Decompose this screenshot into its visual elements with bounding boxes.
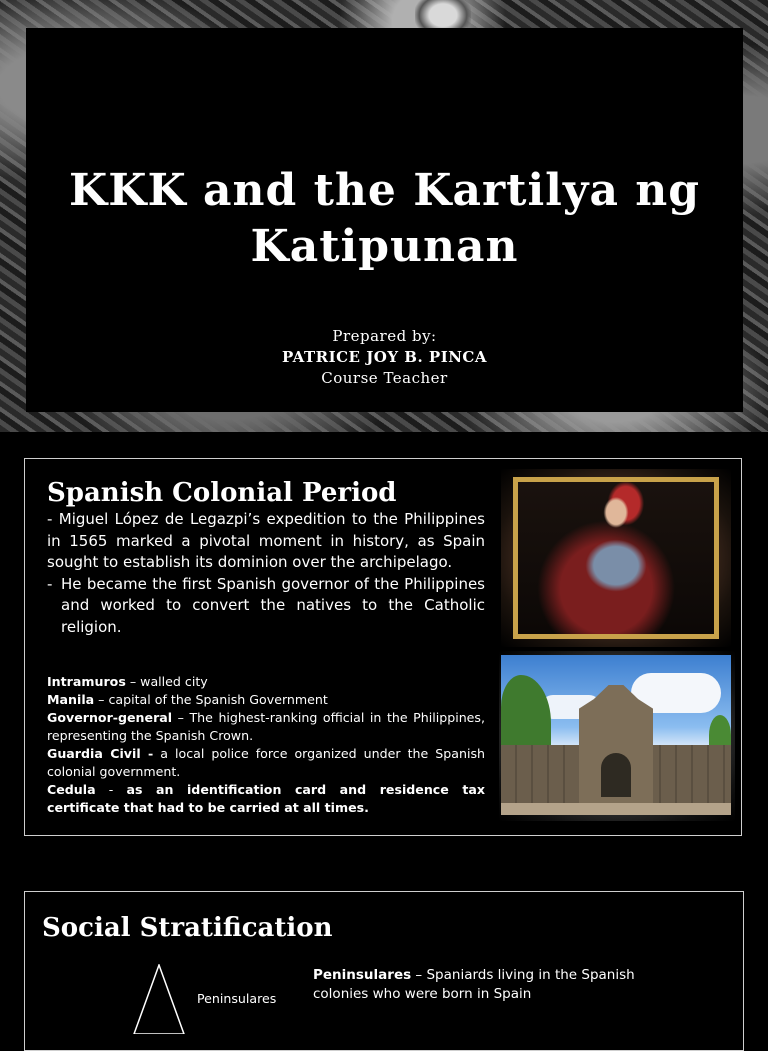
term-definition: a local police force organized under the Spanish colonial government. bbox=[47, 746, 485, 779]
term-name: Governor-general bbox=[47, 710, 173, 725]
slide-title bbox=[26, 163, 743, 275]
term-item bbox=[47, 745, 485, 781]
title-line-1: KKK and the Kartilya ng bbox=[68, 165, 701, 216]
term-name: Manila bbox=[47, 692, 95, 707]
class-definition bbox=[313, 966, 693, 1004]
tree-shape bbox=[501, 675, 551, 755]
ground bbox=[501, 803, 731, 815]
prepared-by-block bbox=[26, 326, 743, 389]
term-name: Guardia Civil - bbox=[47, 746, 154, 761]
term-name: Cedula bbox=[47, 782, 96, 797]
term-definition: as an identification card and residence tax certificate that had to be carried at all times. bbox=[47, 782, 485, 815]
term-definition: walled city bbox=[140, 674, 208, 689]
term-name: Intramuros bbox=[47, 674, 126, 689]
class-term: Peninsulares bbox=[313, 967, 412, 983]
term-separator: – bbox=[172, 710, 190, 725]
term-separator: – bbox=[94, 692, 109, 707]
bullet-item bbox=[47, 574, 485, 639]
paragraph-legazpi: - Miguel López de Legazpi’s expedition to the Philippines in 1565 marked a pivotal moment in history, as Spain sought to establish its dominion over the archipelago. bbox=[47, 510, 485, 571]
slide-body bbox=[47, 509, 485, 638]
paragraph-governor: He became the first Spanish governor of the Philippines and worked to convert the natives to the Catholic religion. bbox=[61, 574, 485, 636]
teacher-role: Course Teacher bbox=[321, 369, 448, 387]
pyramid-label: Peninsulares bbox=[197, 991, 277, 1006]
social-stratification-slide bbox=[24, 891, 744, 1051]
legazpi-portrait-image bbox=[513, 477, 719, 639]
gate-arch bbox=[601, 753, 631, 797]
term-item bbox=[47, 673, 485, 691]
title-box bbox=[26, 28, 743, 412]
term-separator: - bbox=[95, 782, 127, 797]
slide-heading: Spanish Colonial Period bbox=[47, 478, 397, 508]
term-item bbox=[47, 691, 485, 709]
bullet-mark: - bbox=[47, 574, 53, 593]
term-separator: – bbox=[411, 967, 427, 983]
term-item bbox=[47, 781, 485, 817]
title-slide bbox=[0, 0, 768, 432]
term-definition: The highest-ranking official in the Philippines, representing the Spanish Crown. bbox=[47, 710, 485, 743]
term-definition: capital of the Spanish Government bbox=[108, 692, 328, 707]
teacher-name: PATRICE JOY B. PINCA bbox=[281, 348, 488, 366]
class-description: Spaniards living in the Spanish colonies who were born in Spain bbox=[313, 967, 635, 1002]
title-line-2: Katipunan bbox=[250, 221, 519, 272]
spanish-colonial-slide bbox=[24, 458, 742, 836]
term-item bbox=[47, 709, 485, 745]
fort-santiago-image bbox=[501, 655, 731, 815]
terms-list bbox=[47, 673, 485, 817]
slide-heading: Social Stratification bbox=[42, 913, 333, 943]
prepared-by-label: Prepared by: bbox=[332, 327, 437, 345]
term-separator: – bbox=[125, 674, 141, 689]
